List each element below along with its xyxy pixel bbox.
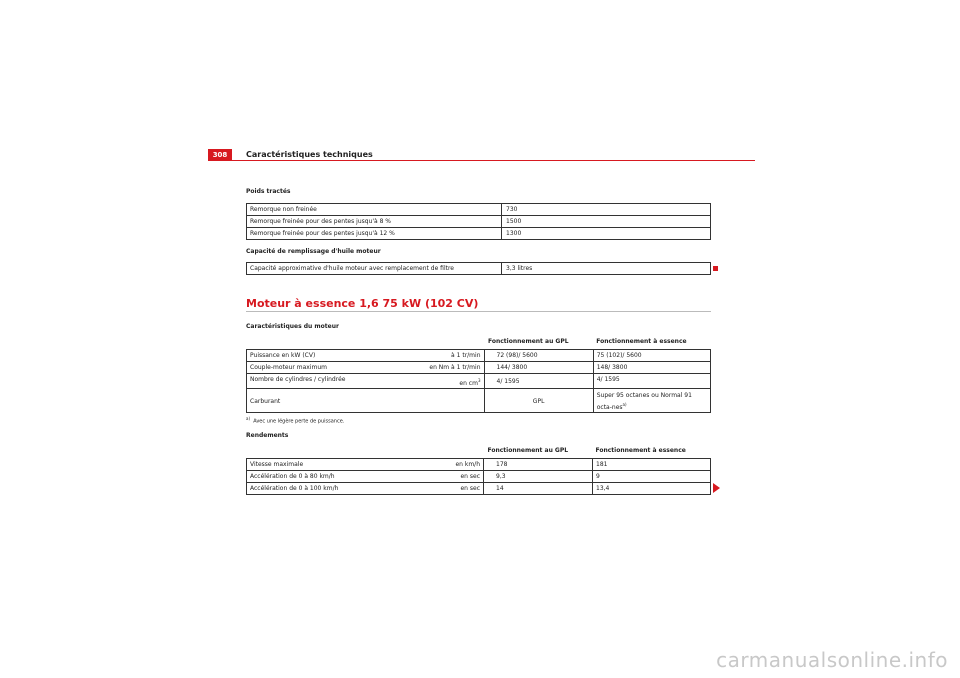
row-label-cell <box>247 349 485 361</box>
row-label: Couple-moteur maximum <box>250 363 327 371</box>
row-label: Vitesse maximale <box>250 460 304 468</box>
continue-arrow-icon <box>713 483 720 493</box>
col-header-essence: Fonctionnement à essence <box>593 335 710 349</box>
watermark: carmanualsonline.info <box>716 648 948 672</box>
end-of-section-marker <box>713 266 718 271</box>
poids-value: 730 <box>502 204 711 216</box>
huile-table <box>246 262 711 275</box>
table-row <box>247 263 711 275</box>
row-label: Carburant <box>250 397 281 405</box>
row-label: Nombre de cylindres / cylindrée <box>250 375 346 383</box>
page-number: 308 <box>208 149 232 161</box>
col-header-gpl: Fonctionnement au GPL <box>484 335 593 349</box>
row-unit: à 1 tr/min <box>451 351 481 359</box>
table-header-row <box>247 444 711 458</box>
table-row <box>247 216 711 228</box>
table-row <box>247 228 711 240</box>
gpl-value: 4/ 1595 <box>484 373 593 388</box>
row-unit: en km/h <box>455 460 480 468</box>
essence-value: Super 95 octanes ou Normal 91 octa-nes$^{a)}$ <box>593 388 710 412</box>
poids-label: Remorque freinée pour des pentes jusqu'à 8 % <box>247 216 502 228</box>
table-row <box>247 361 711 373</box>
poids-label: Remorque freinée pour des pentes jusqu'à 12 % <box>247 228 502 240</box>
row-label-cell <box>247 458 484 470</box>
essence-value: 181 <box>593 458 711 470</box>
gpl-value: 72 (98)/ 5600 <box>484 349 593 361</box>
col-header-essence: Fonctionnement à essence <box>593 444 711 458</box>
gpl-value: 14 <box>484 482 593 494</box>
footnote: $^{a)}$ Avec une légère perte de puissance. <box>246 416 345 425</box>
poids-table <box>246 203 711 240</box>
essence-value: 9 <box>593 470 711 482</box>
row-label-cell <box>247 388 485 412</box>
table-row <box>247 470 711 482</box>
row-label: Accélération de 0 à 100 km/h <box>250 484 339 492</box>
moteur-table <box>246 335 711 413</box>
col-header-gpl: Fonctionnement au GPL <box>484 444 593 458</box>
huile-label: Capacité approximative d'huile moteur avec remplacement de filtre <box>247 263 502 275</box>
poids-value: 1300 <box>502 228 711 240</box>
poids-heading: Poids tractés <box>246 188 291 195</box>
header-rule <box>208 160 755 161</box>
row-unit: en sec <box>460 472 480 480</box>
huile-value: 3,3 litres <box>502 263 711 275</box>
row-unit: en sec <box>460 484 480 492</box>
row-label-cell <box>247 361 485 373</box>
huile-heading: Capacité de remplissage d'huile moteur <box>246 248 381 255</box>
table-row <box>247 458 711 470</box>
row-label-cell <box>247 373 485 388</box>
essence-value: 4/ 1595 <box>593 373 710 388</box>
page-title: Moteur à essence 1,6 75 kW (102 CV) <box>246 297 479 310</box>
row-label: Accélération de 0 à 80 km/h <box>250 472 335 480</box>
row-unit: en Nm à 1 tr/min <box>429 363 481 371</box>
gpl-value: 144/ 3800 <box>484 361 593 373</box>
table-row <box>247 388 711 412</box>
rendements-heading: Rendements <box>246 432 289 439</box>
moteur-heading: Caractéristiques du moteur <box>246 323 339 330</box>
row-label: Puissance en kW (CV) <box>250 351 316 359</box>
table-row <box>247 482 711 494</box>
row-unit: en $cm^3$ <box>459 377 481 387</box>
table-header-row <box>247 335 711 349</box>
rendements-table <box>246 444 711 495</box>
header-title: Caractéristiques techniques <box>246 150 373 159</box>
table-row <box>247 373 711 388</box>
gpl-value: GPL <box>484 388 593 412</box>
essence-value: 75 (102)/ 5600 <box>593 349 710 361</box>
table-row <box>247 349 711 361</box>
table-row <box>247 204 711 216</box>
gpl-value: 9,3 <box>484 470 593 482</box>
poids-value: 1500 <box>502 216 711 228</box>
essence-value: 148/ 3800 <box>593 361 710 373</box>
title-rule <box>246 311 711 312</box>
row-label-cell <box>247 482 484 494</box>
essence-value: 13,4 <box>593 482 711 494</box>
row-label-cell <box>247 470 484 482</box>
poids-label: Remorque non freinée <box>247 204 502 216</box>
gpl-value: 178 <box>484 458 593 470</box>
